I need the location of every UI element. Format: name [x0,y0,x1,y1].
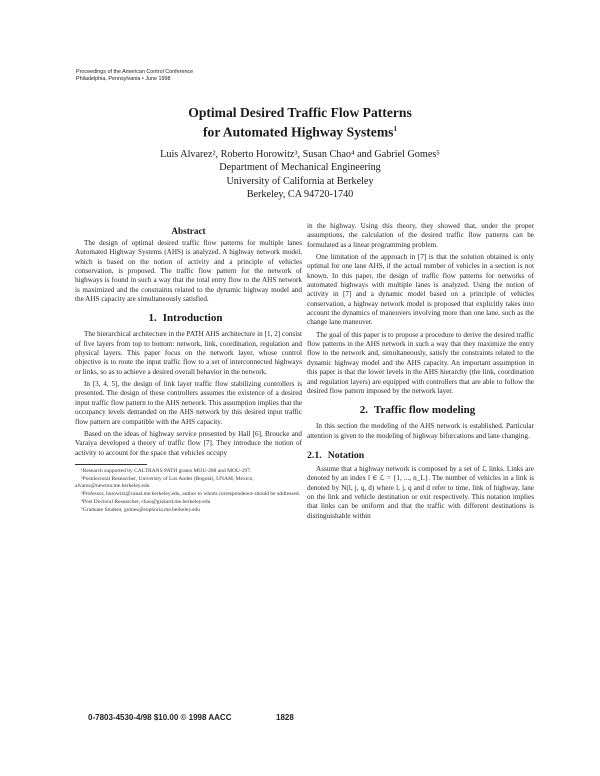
copyright-code: 0-7803-4530-4/98 $10.00 © 1998 AACC [88,713,232,722]
proceedings-line-2: Philadelphia, Pennsylvania • June 1998 [76,76,171,82]
abstract-text: The design of optimal desired traffic flow patterns for multiple lanes Automated Highway Systems (AHS) is analyzed. A highway network model, which is based on the notion of activity and a principle of vehicles conservation, is proposed. The traffic flow pattern for the network of highways is found in such a way that the total entry flow to the AHS network is maximized and the constraints related to the dynamic highway model and the AHS capacity are simultaneously satisfied. [75,239,302,304]
right-column [307,222,534,524]
intro-paragraph-5: One limitation of the approach in [7] is that the solution obtained is only optimal for one lane AHS, if the actual number of vehicles in a section is not known. In this paper, the design of traffic flow patterns for networks of automated highways with multiple lanes is analyzed. Using the notion of activity in [7] and a dynamic model based on a principle of vehicles conservation, a highway network model is proposed that explicitly takes into account the dynamics of maneuvers involving more than one lane, such as the change lane maneuver. [307,253,534,327]
intro-paragraph-6: The goal of this paper is to propose a procedure to derive the desired traffic flow patterns in the AHS network in such a way that they maximize the entry flow to the network and, simultaneously, satisfy the constraints related to the dynamic highway model and the AHS capacity. An important assumption in this paper is that the lower levels in the AHS hierarchy (the link, coordination and regulation layers) are equipped with controllers that are able to follow the desired flow pattern imposed by the network layer. [307,330,534,395]
author-city: Berkeley, CA 94720-1740 [246,189,354,201]
footnote-5: ⁵Graduate Student, gomes@euphoria.me.berkeley.edu [81,507,201,514]
paper-title [0,104,600,141]
notation-paragraph-1: Assume that a highway network is composed by a set of ℒ links. Links are denoted by an index l ∈ ℒ = {1, ..., n_L}. The number of vehicles in a link is denoted by N(l, j, q, d) where l, j, q and d refer to time, link of highway, lane on the link and vehicle destination or exit respectively. This notation implies that links can be uniform and that the traffic with different destinations is distinguishable within [307,464,534,520]
footnote-rule [75,464,147,465]
title-line-2 [0,121,600,141]
title-line-2-text: for Automated Highway Systems [203,124,394,140]
section-number: 1. [148,312,157,325]
modeling-paragraph-1: In this section the modeling of the AHS network is established. Particular attention is given to the modeling of highway bifurcations and lane changing. [307,422,534,440]
author-department: Department of Mechanical Engineering [219,162,381,174]
page-number: 1828 [276,713,294,722]
footnote-2: ²Postdoctoral Researcher, University of Los Andes (Bogotá), UNAM, México, alvarez@newton.me.berkeley.edu [75,476,254,489]
left-column [75,222,302,516]
intro-paragraph-3: Based on the ideas of highway service presented by Hall [6], Broucke and Varaiya developed a theory of traffic flow [7]. They introduce the notion of activity to account for the space that vehicles occupy [75,429,302,457]
section-title: Traffic flow modeling [374,404,476,417]
title-footnote-mark: 1 [393,125,397,133]
section-heading-introduction [75,312,302,324]
intro-paragraph-4: in the highway. Using this theory, they showed that, under the proper assumptions, the calculation of the desired traffic flow patterns can be formulated as a linear programming problem. [307,222,534,249]
intro-paragraph-1: The hierarchical architecture in the PATH AHS architecture in [1, 2] consist of five layers from top to bottom: network, link, coordination, regulation and physical layers. This paper focus on the network layer, whose control objective is to route the input traffic flow to a set of interconnected highways or links, so as to achieve a desired overall behavior in the network. [75,330,302,376]
section-number: 2. [359,404,368,417]
subsection-number: 2.1. [307,449,322,461]
author-university: University of California at Berkeley [226,175,374,187]
author-block [0,148,600,202]
subsection-title: Notation [327,449,365,461]
proceedings-header [76,69,193,83]
footnote-4: ⁴Post Doctoral Researcher, chao@giskard.me.berkeley.edu [81,499,211,506]
section-heading-traffic-flow-modeling [307,404,534,416]
intro-paragraph-2: In [3, 4, 5], the design of link layer traffic flow stabilizing controllers is presented. The design of these controllers assumes the existence of a desired input traffic flow pattern to the AHS network. This assumption implies that the occupancy levels demanded on the AHS network by this desired input traffic flow pattern are compatible with the AHS capacity. [75,380,302,426]
author-names: Luis Alvarez², Roberto Horowitz³, Susan Chao⁴ and Gabriel Gomes⁵ [160,149,440,160]
subsection-heading-notation [307,450,534,461]
proceedings-line-1: Proceedings of the American Control Conference [76,69,194,75]
footnote-1: ¹Research supported by CALTRANS PATH grants MOU-288 and MOU-297. [81,467,252,474]
abstract-heading: Abstract [171,226,206,236]
page-footer [88,713,294,722]
section-title: Introduction [162,312,223,325]
footnote-3: ³Professor, horowitz@canal.me.berkeley.edu, author to whom correspondence should be addressed. [81,490,301,497]
title-line-1: Optimal Desired Traffic Flow Patterns [188,105,412,120]
